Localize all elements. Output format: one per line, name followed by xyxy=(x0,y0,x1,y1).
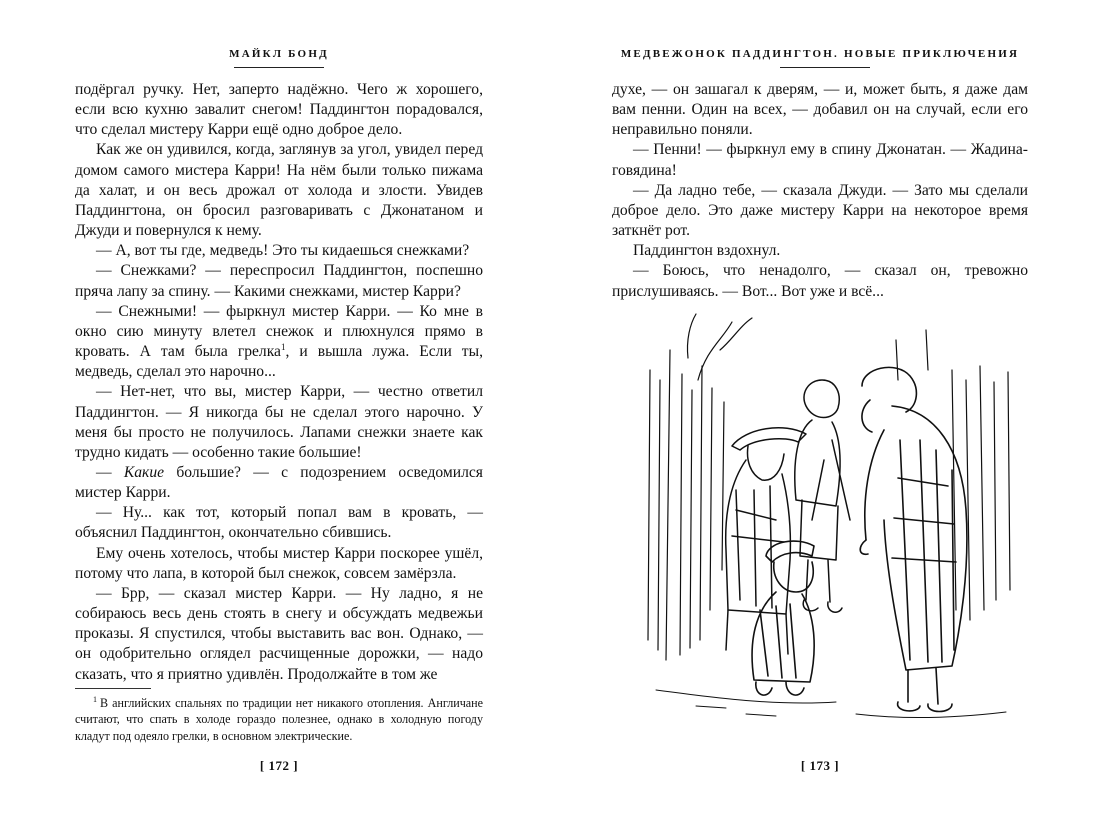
paragraph: — Нет-нет, что вы, мистер Карри, — честно ответил Паддингтон. — Я никогда бы не сделал этого нарочно. У меня бы просто не получилось. Лапами снежки знаете как трудно кидать — особенно такие большие! xyxy=(75,383,483,461)
page-number-right: [ 173 ] xyxy=(800,758,840,773)
paragraph-with-footnote-ref xyxy=(75,302,483,383)
dash: — xyxy=(96,463,124,481)
footnote-text: В английских спальнях по традиции нет никакого отопления. Англичане считают, что спать в холоде гораздо полезнее, однако в холодную погоду кладут под одеяло грелки, в основном электрические. xyxy=(75,696,483,743)
paragraph: подёргал ручку. Нет, заперто надёжно. Чего ж хорошего, если всю кухню завалит снегом! Паддингтон порадовался, что сделал мистеру Карри ещё одно доброе дело. xyxy=(75,81,483,139)
running-head-rule xyxy=(780,67,870,68)
paragraph: — А, вот ты где, медведь! Это ты кидаешься снежками? xyxy=(96,242,470,260)
paragraph: — Пенни! — фыркнул ему в спину Джонатан. — Жадина-говядина! xyxy=(612,141,1028,179)
page-number-left: [ 172 ] xyxy=(259,758,299,773)
paragraph: — Брр, — сказал мистер Карри. — Ну ладно, я не собираюсь весь день стоять в снегу и обсуждать медвежьи проказы. Я спустился, чтобы выставить вас вон. Однако, — он одобрительно оглядел расчищенные дорожки, — надо сказать, что я приятно удивлён. Продолжайте в том же xyxy=(75,584,483,683)
footnote-reference[interactable]: 1 xyxy=(280,341,286,352)
paragraph-text-tail: , и вышла лужа. Если ты, медведь, сделал это нарочно... xyxy=(75,343,483,381)
running-head-title: МЕДВЕЖОНОК ПАДДИНГТОН. НОВЫЕ ПРИКЛЮЧЕНИЯ xyxy=(620,48,1020,60)
right-body-text xyxy=(612,80,1028,302)
italic-word: Какие xyxy=(123,463,165,481)
paragraph: Паддингтон вздохнул. xyxy=(633,242,781,260)
paragraph: духе, — он зашагал к дверям, — и, может быть, я даже дам вам пенни. Один на всех, — добавил он на случай, если его неправильно поняли. xyxy=(612,81,1028,139)
right-page xyxy=(550,0,1100,825)
footnote-paragraph xyxy=(75,695,483,744)
running-head-author: МАЙКЛ БОНД xyxy=(229,48,329,60)
paragraph: Ему очень хотелось, чтобы мистер Карри поскорее ушёл, потому что лапа, в которой был снежок, совсем замёрзла. xyxy=(75,544,483,582)
running-head-rule xyxy=(234,67,324,68)
paragraph: Как же он удивился, когда, заглянув за угол, увидел перед домом самого мистера Карри! На нём были только пижама да халат, и он весь дрожал от холода и злости. Увидев Паддингтона, он бросил разговаривать с Джонатаном и Джуди и повернулся к нему. xyxy=(75,141,483,240)
fence-lines xyxy=(648,314,752,660)
footnote-rule xyxy=(75,688,151,689)
paragraph-text: большие? — с подозрением осведомился мистер Карри. xyxy=(75,463,483,502)
footnote xyxy=(75,695,483,744)
paragraph-with-italic xyxy=(75,463,483,503)
boy-figure xyxy=(795,380,850,612)
paragraph-text: — Снежными! — фыркнул мистер Карри. — Ко мне в окно сию минуту влетел снежок и плюхнулся прямо в кровать. А там была грелка xyxy=(75,302,483,361)
paragraph: — Ну... как тот, который попал вам в кровать, — объяснил Паддингтон, окончательно сбившись. xyxy=(75,504,483,542)
ground-strokes xyxy=(656,690,1006,718)
mr-curry-figure xyxy=(860,367,967,711)
paragraph: — Снежками? — переспросил Паддингтон, поспешно пряча лапу за спину. — Какими снежками, мистер Карри? xyxy=(75,262,483,300)
footnote-marker: 1 xyxy=(93,694,97,704)
paragraph: — Боюсь, что ненадолго, — сказал он, тревожно прислушиваясь. — Вот... Вот уже и всё... xyxy=(612,262,1028,300)
paragraph: — Да ладно тебе, — сказала Джуди. — Зато мы сделали доброе дело. Это даже мистеру Карри на некоторое время заткнёт рот. xyxy=(612,181,1028,240)
left-body-text xyxy=(75,80,483,685)
pen-ink-illustration xyxy=(636,310,1024,730)
paddington-figure xyxy=(752,541,814,695)
